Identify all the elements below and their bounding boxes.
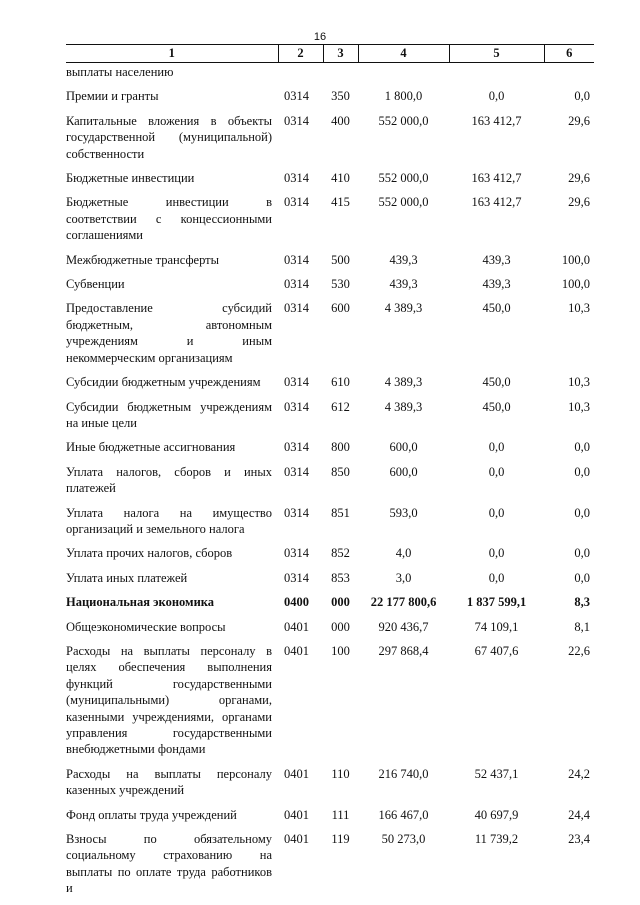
row-section-code: 0314	[284, 171, 309, 186]
row-expense-code: 800	[331, 440, 350, 455]
row-section-code: 0314	[284, 252, 309, 267]
row-percent: 10,3	[568, 301, 590, 316]
table-row	[66, 370, 594, 394]
row-name: Иные бюджетные ассигнования	[66, 440, 236, 455]
row-name: Уплата иных платежей	[66, 570, 188, 585]
row-percent: 10,3	[568, 399, 590, 414]
row-approved: 552 000,0	[378, 195, 429, 210]
table-row	[66, 460, 594, 501]
table-row	[66, 435, 594, 459]
row-percent: 0,0	[574, 505, 590, 520]
row-approved: 552 000,0	[378, 171, 429, 186]
row-percent: 29,6	[568, 171, 590, 186]
table-row	[66, 84, 594, 108]
row-section-code: 0401	[284, 832, 309, 847]
header-col-6: 6	[544, 45, 594, 63]
row-section-code: 0314	[284, 195, 309, 210]
row-approved: 4 389,3	[384, 301, 423, 316]
row-name: Капитальные вложения в объекты государственной (муниципальной) собственности	[66, 113, 272, 161]
row-percent: 29,6	[568, 113, 590, 128]
row-expense-code	[323, 63, 358, 85]
header-col-2: 2	[278, 45, 323, 63]
table-row	[66, 395, 594, 436]
row-percent: 0,0	[574, 570, 590, 585]
table-row	[66, 272, 594, 296]
row-expense-code: 853	[331, 570, 350, 585]
row-approved: 552 000,0	[378, 113, 429, 128]
row-expense-code: 610	[331, 375, 350, 390]
row-expense-code: 851	[331, 505, 350, 520]
row-percent: 23,4	[568, 832, 590, 847]
row-section-code: 0314	[284, 464, 309, 479]
row-executed: 0,0	[488, 546, 505, 561]
row-name: Межбюджетные трансферты	[66, 252, 220, 267]
row-name: Бюджетные инвестиции	[66, 171, 195, 186]
row-section-code: 0314	[284, 89, 309, 104]
row-executed: 67 407,6	[474, 643, 519, 658]
row-approved: 593,0	[389, 505, 418, 520]
row-approved: 600,0	[389, 464, 418, 479]
header-col-5: 5	[449, 45, 544, 63]
row-percent: 100,0	[561, 277, 590, 292]
table-header-row	[66, 45, 594, 63]
row-name: Уплата налогов, сборов и иных платежей	[66, 464, 272, 496]
row-percent: 24,2	[568, 766, 590, 781]
row-section-code: 0314	[284, 570, 309, 585]
row-name: Субсидии бюджетным учреждениям	[66, 375, 261, 390]
row-approved: 297 868,4	[378, 643, 429, 658]
row-executed: 52 437,1	[474, 766, 519, 781]
row-name: Субсидии бюджетным учреждениям на иные цели	[66, 399, 272, 430]
row-expense-code: 000	[331, 595, 350, 610]
row-expense-code: 400	[331, 113, 350, 128]
row-approved: 216 740,0	[378, 766, 429, 781]
row-percent	[544, 63, 594, 85]
row-approved: 22 177 800,6	[370, 595, 437, 610]
table-row	[66, 63, 594, 85]
header-col-1: 1	[66, 45, 278, 63]
row-percent: 100,0	[561, 252, 590, 267]
row-executed: 439,3	[482, 252, 511, 267]
row-approved: 439,3	[389, 252, 418, 267]
row-section-code: 0314	[284, 440, 309, 455]
row-expense-code: 600	[331, 301, 350, 316]
row-section-code: 0314	[284, 375, 309, 390]
row-expense-code: 110	[331, 766, 350, 781]
row-executed: 450,0	[482, 375, 511, 390]
row-executed: 439,3	[482, 277, 511, 292]
row-approved: 439,3	[389, 277, 418, 292]
row-executed: 11 739,2	[474, 832, 519, 847]
table-row	[66, 639, 594, 762]
table-row	[66, 109, 594, 166]
row-expense-code: 350	[331, 89, 350, 104]
row-approved: 50 273,0	[381, 832, 426, 847]
row-executed: 40 697,9	[474, 807, 519, 822]
row-section-code: 0314	[284, 399, 309, 414]
row-executed: 74 109,1	[474, 619, 519, 634]
row-expense-code: 100	[331, 643, 350, 658]
row-expense-code: 852	[331, 546, 350, 561]
row-executed: 1 837 599,1	[466, 595, 527, 610]
row-name: Взносы по обязательному социальному страхованию на выплаты по оплате труда работников и	[66, 832, 272, 896]
row-percent: 0,0	[574, 89, 590, 104]
row-executed: 0,0	[488, 570, 505, 585]
row-name: Фонд оплаты труда учреждений	[66, 807, 237, 822]
row-approved: 3,0	[395, 570, 412, 585]
row-executed: 0,0	[488, 505, 505, 520]
row-approved: 1 800,0	[384, 89, 423, 104]
row-approved: 4 389,3	[384, 375, 423, 390]
row-percent: 0,0	[574, 464, 590, 479]
row-approved: 4,0	[395, 546, 412, 561]
table-row	[66, 248, 594, 272]
budget-table	[66, 44, 594, 901]
row-expense-code: 119	[331, 832, 350, 847]
row-name: Расходы на выплаты персоналу в целях обеспечения выполнения функций государственными (муниципальными) органами, казенными учреждениями, органами управления государственными внебюджетными фондами	[66, 643, 272, 757]
row-section-code: 0401	[284, 619, 309, 634]
row-section-code: 0314	[284, 505, 309, 520]
row-approved: 166 467,0	[378, 807, 429, 822]
row-name: Уплата налога на имущество организаций и земельного налога	[66, 505, 272, 536]
table-row	[66, 166, 594, 190]
row-section-code: 0314	[284, 277, 309, 292]
row-expense-code: 530	[331, 277, 350, 292]
row-percent: 29,6	[568, 195, 590, 210]
row-expense-code: 111	[331, 807, 350, 822]
row-name: выплаты населению	[66, 65, 174, 79]
row-executed: 0,0	[488, 440, 505, 455]
row-name: Премии и гранты	[66, 89, 159, 104]
row-expense-code: 410	[331, 171, 350, 186]
row-section-code: 0401	[284, 807, 309, 822]
row-percent: 0,0	[574, 546, 590, 561]
table-row	[66, 590, 594, 614]
row-section-code: 0400	[284, 595, 309, 610]
row-expense-code: 612	[331, 399, 350, 414]
table-row	[66, 827, 594, 901]
row-section-code: 0314	[284, 113, 309, 128]
row-executed: 0,0	[488, 464, 505, 479]
row-approved: 4 389,3	[384, 399, 423, 414]
row-name: Уплата прочих налогов, сборов	[66, 546, 233, 561]
row-section-code: 0401	[284, 766, 309, 781]
header-col-4: 4	[358, 45, 449, 63]
row-name: Бюджетные инвестиции в соответствии с концессионными соглашениями	[66, 195, 272, 243]
row-expense-code: 850	[331, 464, 350, 479]
row-name: Расходы на выплаты персоналу казенных учреждений	[66, 766, 272, 798]
table-row	[66, 615, 594, 639]
row-section-code: 0314	[284, 301, 309, 316]
row-percent: 24,4	[568, 807, 590, 822]
table-row	[66, 566, 594, 590]
table-body	[66, 63, 594, 901]
row-executed: 450,0	[482, 399, 511, 414]
row-percent: 8,1	[574, 619, 590, 634]
row-name: Общеэкономические вопросы	[66, 619, 226, 634]
table-row	[66, 296, 594, 370]
row-expense-code: 500	[331, 252, 350, 267]
page-number: 16	[313, 31, 327, 43]
row-executed: 0,0	[488, 89, 505, 104]
row-expense-code: 415	[331, 195, 350, 210]
header-col-3: 3	[323, 45, 358, 63]
row-executed: 163 412,7	[471, 113, 522, 128]
row-section-code: 0314	[284, 546, 309, 561]
row-name: Субвенции	[66, 277, 125, 292]
row-name: Предоставление субсидий бюджетным, автономным учреждениям и иным некоммерческим организациям	[66, 301, 272, 365]
row-percent: 10,3	[568, 375, 590, 390]
row-expense-code: 000	[331, 619, 350, 634]
row-approved	[358, 63, 449, 85]
row-percent: 22,6	[568, 643, 590, 658]
row-approved: 920 436,7	[378, 619, 429, 634]
row-executed: 163 412,7	[471, 171, 522, 186]
table-row	[66, 501, 594, 542]
row-executed: 450,0	[482, 301, 511, 316]
row-section-code	[278, 63, 323, 85]
table-row	[66, 190, 594, 247]
row-percent: 8,3	[574, 595, 590, 610]
row-executed	[449, 63, 544, 85]
table-row	[66, 803, 594, 827]
row-name: Национальная экономика	[66, 595, 215, 610]
table-row	[66, 541, 594, 565]
table-row	[66, 762, 594, 803]
row-approved: 600,0	[389, 440, 418, 455]
row-percent: 0,0	[574, 440, 590, 455]
row-section-code: 0401	[284, 643, 309, 658]
row-executed: 163 412,7	[471, 195, 522, 210]
